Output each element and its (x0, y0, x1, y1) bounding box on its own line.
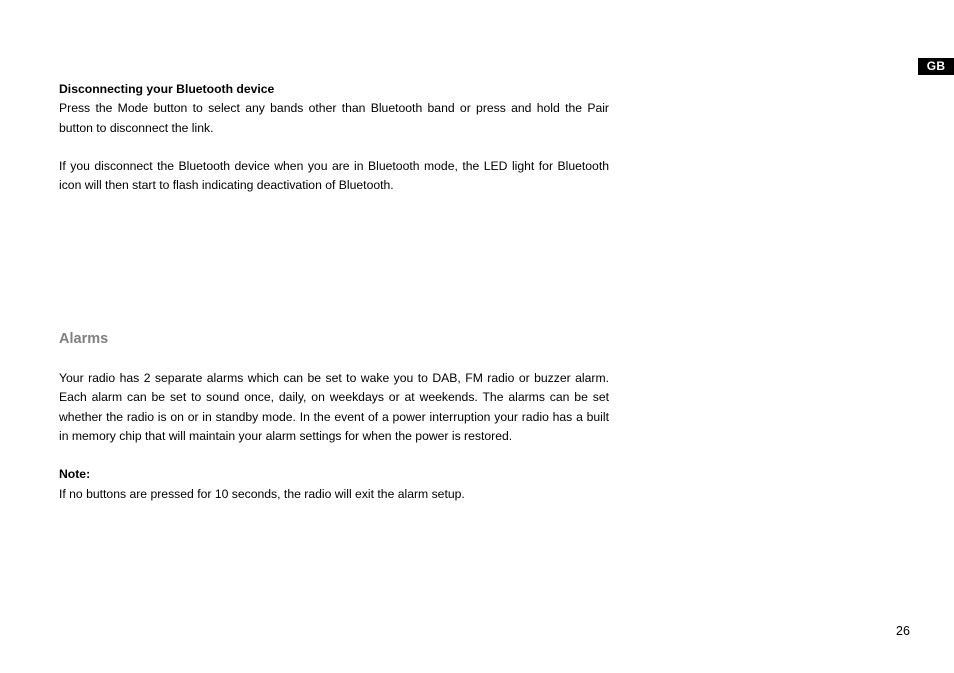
bluetooth-paragraph-1: Press the Mode button to select any bands other than Bluetooth band or press and hold the Pair button to disconnect the link. (59, 101, 609, 135)
language-badge: GB (918, 58, 954, 75)
page-number: 26 (896, 624, 910, 638)
note-label: Note: (59, 467, 91, 482)
bluetooth-disconnect-heading: Disconnecting your Bluetooth device (59, 82, 275, 96)
alarms-section (59, 369, 609, 504)
alarms-paragraph: Your radio has 2 separate alarms which can be set to wake you to DAB, FM radio or buzzer alarm. Each alarm can be set to sound once, daily, on weekdays or at weekends. The alarms can be set whether the radio is on or in standby mode. In the event of a power interruption your radio has a built in memory chip that will maintain your alarm settings for when the power is restored. (59, 371, 609, 443)
bluetooth-section (59, 80, 609, 196)
note-text: If no buttons are pressed for 10 seconds, the radio will exit the alarm setup. (59, 486, 465, 501)
alarms-title: Alarms (59, 331, 109, 347)
bluetooth-paragraph-2: If you disconnect the Bluetooth device when you are in Bluetooth mode, the LED light for Bluetooth icon will then start to flash indicating deactivation of Bluetooth. (59, 159, 609, 193)
